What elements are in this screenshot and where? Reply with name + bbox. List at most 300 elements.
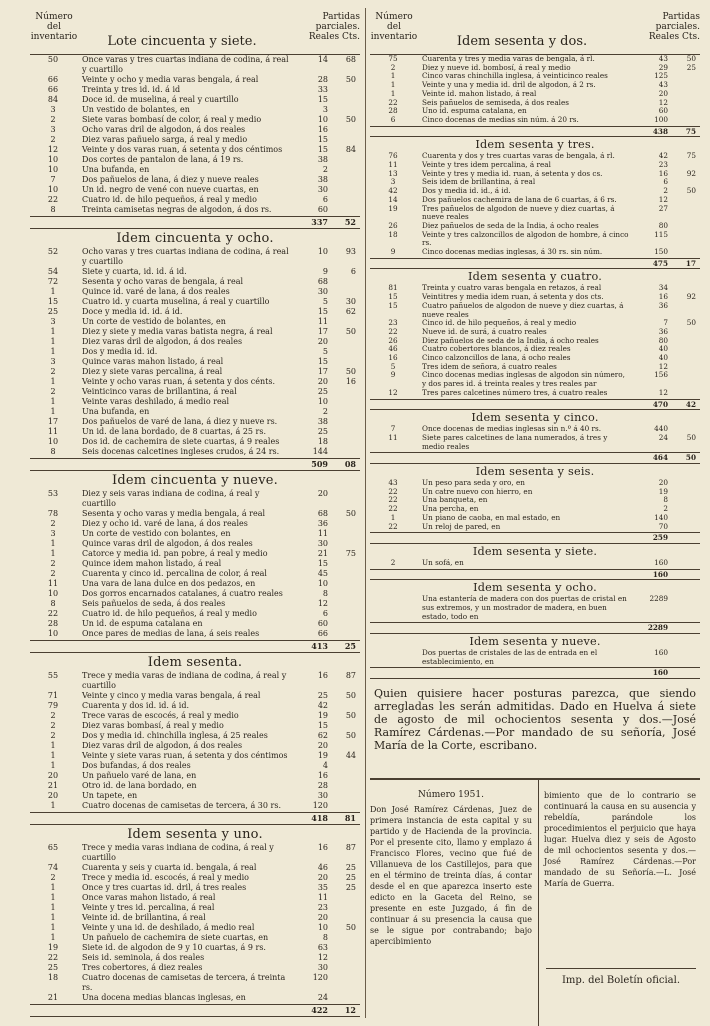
reales-value: 63 xyxy=(317,943,328,952)
item-description: Cuatro docenas de camisetas de tercera, á 30 rs. xyxy=(82,801,282,810)
item-description: Cuatro pañuelos de algodon de nueve y diez cuartas, á nueve reales xyxy=(422,301,624,319)
item-row xyxy=(30,883,360,893)
total-reales: 337 xyxy=(311,217,328,227)
reales-value: 6 xyxy=(322,609,328,618)
item-description: Diez varas pañuelo sarga, á real y medio xyxy=(82,135,248,144)
inventory-number: 1 xyxy=(50,933,56,942)
item-row xyxy=(30,629,360,639)
item-row xyxy=(370,505,700,514)
item-description: Dos cortes de pantalon de lana, á 19 rs. xyxy=(82,155,244,164)
inventory-number: 26 xyxy=(388,220,398,230)
item-row xyxy=(30,963,360,973)
item-row xyxy=(370,434,700,451)
reales-value: 20 xyxy=(317,741,328,750)
item-description: Cinco calzoncillos de lana, á ocho reales xyxy=(422,354,571,363)
inventory-number: 22 xyxy=(388,97,398,107)
inventory-number: 66 xyxy=(47,75,59,84)
reales-value: 15 xyxy=(317,145,328,154)
closing-paragraph: Quien quisiere hacer posturas parezca, que siendo arregladas les serán admitidas. Dado en Huelva á siete de agosto de mil ochocientos sesenta y dos.—José Ramírez Cárdenas.—Por mandado de su señoría, José María de la Corte, escribano. xyxy=(374,686,696,752)
reales-value: 25 xyxy=(317,387,328,396)
item-row xyxy=(370,337,700,346)
item-row xyxy=(30,95,360,105)
inventory-number: 79 xyxy=(47,701,59,710)
reales-value: 6 xyxy=(322,195,328,204)
reales-value: 38 xyxy=(317,155,328,164)
reales-value: 30 xyxy=(317,287,328,296)
item-row xyxy=(370,328,700,337)
right-column xyxy=(370,8,700,752)
item-description: Dos y media id. id., á id. xyxy=(422,187,511,196)
section-total xyxy=(30,812,360,825)
inventory-number: 52 xyxy=(47,247,59,256)
item-row xyxy=(30,863,360,873)
item-row xyxy=(30,337,360,347)
reales-value: 35 xyxy=(317,883,328,892)
imprint: Imp. del Boletín oficial. xyxy=(546,968,696,986)
inventory-number: 3 xyxy=(50,105,56,114)
lot-section xyxy=(370,139,700,269)
lot-section xyxy=(30,655,360,825)
reales-value: 8 xyxy=(322,933,328,942)
item-description: Quince varas dril de algodon, á dos reales xyxy=(82,539,253,548)
cents-value: 16 xyxy=(345,377,356,386)
total-cents xyxy=(668,623,700,632)
reales-value: 45 xyxy=(317,569,328,578)
reales-value: 10 xyxy=(317,579,328,588)
inventory-number: 22 xyxy=(388,326,398,336)
item-row xyxy=(30,105,360,115)
reales-value: 43 xyxy=(658,54,668,63)
item-row xyxy=(370,559,700,568)
reales-value: 33 xyxy=(317,85,328,94)
item-description: Trece y media varas indiana de codina, á real y cuartillo xyxy=(82,843,274,862)
total-cents: 12 xyxy=(344,1005,356,1015)
lot-section xyxy=(30,55,360,229)
lot-section xyxy=(370,466,700,544)
item-row xyxy=(370,205,700,222)
inventory-number: 1 xyxy=(50,377,56,386)
item-description: Un sofá, en xyxy=(422,558,464,567)
item-description: Diez varas dril de algodon, á dos reales xyxy=(82,741,243,750)
item-description: Quince idem mahon listado, á real xyxy=(82,559,222,568)
item-description: Veinte y tres id. percalina, á real xyxy=(82,903,215,912)
item-description: Veinte y tres calzoncillos de algodon de hombre, á cinco rs. xyxy=(422,230,629,248)
inventory-number: 3 xyxy=(50,317,56,326)
item-row xyxy=(370,187,700,196)
section-total xyxy=(370,667,700,678)
item-row xyxy=(30,175,360,185)
reales-value: 24 xyxy=(317,993,328,1002)
reales-value: 440 xyxy=(654,424,668,434)
cents-value: 84 xyxy=(345,145,356,154)
item-row xyxy=(30,993,360,1003)
cents-value: 25 xyxy=(345,863,356,872)
item-row xyxy=(30,509,360,519)
item-description: Una docena medias blancas inglesas, en xyxy=(82,993,246,1002)
inventory-number: 28 xyxy=(388,106,398,116)
item-row xyxy=(370,319,700,328)
column-divider xyxy=(365,8,366,1018)
item-row xyxy=(370,99,700,108)
inventory-number: 17 xyxy=(47,417,59,426)
inventory-number: 12 xyxy=(388,387,398,397)
reales-value: 60 xyxy=(317,205,328,214)
item-description: Dos puertas de cristales de las de entrada en el establecimiento, en xyxy=(422,649,598,666)
cents-value: 92 xyxy=(686,292,696,302)
reales-value: 16 xyxy=(317,771,328,780)
total-reales: 464 xyxy=(652,453,668,463)
inventory-number: 22 xyxy=(388,504,398,514)
inventory-number: 2 xyxy=(50,731,56,740)
item-row xyxy=(370,425,700,434)
item-row xyxy=(370,302,700,319)
reales-value: 5 xyxy=(322,297,328,306)
inventory-number: 1 xyxy=(50,397,56,406)
reales-value: 3 xyxy=(322,105,328,114)
reales-value: 120 xyxy=(312,801,328,810)
item-description: Dos y media id. chinchilla inglesa, á 25 reales xyxy=(82,731,268,740)
item-row xyxy=(370,488,700,497)
section-title: Idem sesenta y tres. xyxy=(475,138,595,152)
item-description: Un corte de vestido con bolantes, en xyxy=(82,529,231,538)
reales-value: 80 xyxy=(658,220,668,230)
reales-value: 15 xyxy=(317,559,328,568)
item-description: Un id. de lana bordado, de 8 cuartas, á 25 rs. xyxy=(82,427,267,436)
section-total xyxy=(30,640,360,653)
item-row xyxy=(30,277,360,287)
item-row xyxy=(370,389,700,398)
inventory-number: 66 xyxy=(47,85,59,94)
cents-value: 50 xyxy=(686,186,696,196)
reales-value: 10 xyxy=(317,115,328,124)
item-row xyxy=(30,721,360,731)
item-description: Trece y media id. escocés, á real y medio xyxy=(82,873,249,882)
reales-value: 38 xyxy=(317,417,328,426)
item-description: Seis docenas calcetines ingleses crudos, á 24 rs. xyxy=(82,447,280,456)
item-description: Otro id. de lana bordado, en xyxy=(82,781,197,790)
cents-value: 75 xyxy=(345,549,356,558)
reales-value: 15 xyxy=(317,95,328,104)
lot-title: Idem sesenta y dos. xyxy=(456,34,588,49)
inventory-number: 23 xyxy=(388,318,398,328)
inventory-number: 15 xyxy=(388,300,398,310)
total-cents: 25 xyxy=(344,641,356,651)
item-description: Cuatro id. de hilo pequeños, á real y medio xyxy=(82,609,257,618)
lot-section xyxy=(370,546,700,580)
section-total xyxy=(370,399,700,410)
item-description: Una vara de lana dulce en dos pedazos, en xyxy=(82,579,256,588)
item-row xyxy=(30,297,360,307)
reales-value: 15 xyxy=(317,721,328,730)
section-title: Idem cincuenta y ocho. xyxy=(116,231,274,246)
inventory-number: 1 xyxy=(50,923,56,932)
item-description: Veinte varas deshilado, á medio real xyxy=(82,397,230,406)
item-description: Dos pañuelos cachemira de lana de 6 cuartas, á 6 rs. xyxy=(422,195,617,204)
item-row xyxy=(30,519,360,529)
item-row xyxy=(30,619,360,629)
inventory-number: 1 xyxy=(50,539,56,548)
cents-value: 50 xyxy=(345,115,356,124)
reales-value: 20 xyxy=(317,873,328,882)
inventory-number: 1 xyxy=(390,88,396,98)
item-row xyxy=(30,347,360,357)
inventory-number: 72 xyxy=(47,277,59,286)
reales-value: 100 xyxy=(654,114,668,124)
item-description: Once varas y tres cuartas indiana de codina, á real y cuartillo xyxy=(82,55,289,74)
reales-value: 25 xyxy=(317,691,328,700)
item-row xyxy=(30,397,360,407)
inventory-number: 2 xyxy=(390,62,396,72)
item-description: Una bufanda, en xyxy=(82,165,150,174)
reales-value: 15 xyxy=(317,135,328,144)
item-row xyxy=(30,115,360,125)
item-description: Veinte y tres y media id. ruan, á setenta y dos cs. xyxy=(422,169,603,178)
item-description: Cuatro id. y cuarta muselina, á real y cuartillo xyxy=(82,297,270,306)
reales-value: 66 xyxy=(317,629,328,638)
item-description: Veinte id. de brillantina, á real xyxy=(82,913,206,922)
reales-value: 40 xyxy=(658,353,668,363)
cents-value: 50 xyxy=(345,509,356,518)
lot-section xyxy=(370,271,700,410)
item-row xyxy=(30,731,360,741)
inventory-number: 16 xyxy=(388,353,398,363)
cents-value: 30 xyxy=(345,297,356,306)
inventory-number: 65 xyxy=(47,843,59,852)
reales-value: 10 xyxy=(317,923,328,932)
inventory-number: 10 xyxy=(47,185,59,194)
cents-value: 50 xyxy=(345,75,356,84)
item-row xyxy=(370,90,700,99)
item-row xyxy=(30,417,360,427)
item-description: Once pares de medias de lana, á seis reales xyxy=(82,629,260,638)
item-description: Cinco id. de hilo pequeños, á real y medio xyxy=(422,319,577,328)
item-description: Nueve id. de surá, á cuatro reales xyxy=(422,327,547,336)
reales-value: 10 xyxy=(317,247,328,256)
reales-value: 16 xyxy=(317,671,328,680)
inventory-number: 2 xyxy=(390,557,396,567)
item-row xyxy=(30,55,360,75)
item-row xyxy=(30,943,360,953)
total-cents: 17 xyxy=(685,258,696,268)
inventory-number: 1 xyxy=(390,71,396,81)
total-reales: 2289 xyxy=(647,623,668,633)
item-description: Diez y seis varas indiana de codina, á real y cuartillo xyxy=(82,489,260,508)
item-row xyxy=(370,55,700,64)
left-column-header xyxy=(30,8,360,55)
section-title: Idem sesenta y cuatro. xyxy=(467,270,603,284)
item-row xyxy=(30,701,360,711)
inventory-number: 22 xyxy=(388,521,398,531)
inventory-number: 1 xyxy=(50,801,56,810)
item-row xyxy=(30,761,360,771)
item-row xyxy=(370,161,700,170)
item-row xyxy=(370,81,700,90)
item-description: Cinco docenas de medias sin núm. á 20 rs. xyxy=(422,115,579,124)
item-row xyxy=(30,691,360,701)
item-description: Una estantería de madera con dos puertas de cristal en sus extremos, y un mostrador de madera, en buen estado, todo en xyxy=(422,595,627,621)
reales-value: 120 xyxy=(312,973,328,982)
left-column xyxy=(30,8,360,1018)
item-row xyxy=(30,437,360,447)
item-row xyxy=(30,247,360,267)
total-reales: 259 xyxy=(652,533,668,543)
inventory-number: 1 xyxy=(390,512,396,522)
item-row xyxy=(370,345,700,354)
inventory-number: 78 xyxy=(47,509,59,518)
inventory-number: 22 xyxy=(47,953,59,962)
reales-value: 160 xyxy=(654,648,668,658)
reales-value: 23 xyxy=(658,160,668,169)
cents-value: 75 xyxy=(686,151,696,161)
item-description: Siete y cuarta, id. id. á id. xyxy=(82,267,187,276)
reales-value: 12 xyxy=(658,194,668,204)
total-cents: 75 xyxy=(685,126,696,136)
reales-value: 28 xyxy=(317,781,328,790)
item-row xyxy=(370,479,700,488)
reales-value: 20 xyxy=(658,478,668,487)
item-description: Seis idem de brillantina, á real xyxy=(422,178,536,187)
cents-value: 25 xyxy=(686,62,696,72)
item-row xyxy=(30,267,360,277)
inventory-number: 53 xyxy=(47,489,59,498)
item-description: Un pañuelo de cachemira de siete cuartas, en xyxy=(82,933,269,942)
section-title: Idem sesenta y nueve. xyxy=(469,634,601,648)
inventory-number: 11 xyxy=(47,427,59,436)
item-description: Cinco docenas medias inglesas de algodon sin número, y dos pares id. á treinta reales y tres reales par xyxy=(422,371,625,389)
item-description: Veinte y ocho y media varas bengala, á real xyxy=(82,75,259,84)
item-description: Veinte y siete varas ruan, á setenta y dos céntimos xyxy=(82,751,288,760)
section-total xyxy=(370,258,700,269)
item-description: Catorce y media id. pan pobre, á real y medio xyxy=(82,549,268,558)
cents-value: 50 xyxy=(686,318,696,328)
item-description: Tres pares calcetines número tres, á cuatro reales xyxy=(422,388,608,397)
inventory-number: 3 xyxy=(390,177,396,187)
item-description: Trece varas de escocés, á real y medio xyxy=(82,711,239,720)
item-row xyxy=(30,791,360,801)
item-row xyxy=(30,893,360,903)
cents-value: 50 xyxy=(345,327,356,336)
item-description: Quince varas mahon listado, á real xyxy=(82,357,224,366)
item-row xyxy=(30,427,360,437)
inventory-number: 3 xyxy=(50,125,56,134)
reales-value: 19 xyxy=(317,751,328,760)
item-description: Treinta y cuatro varas bengala en retazos, á real xyxy=(422,284,602,293)
reales-value: 11 xyxy=(317,529,328,538)
inventory-number: 21 xyxy=(47,993,59,1002)
item-description: Veinte y ocho varas ruan, á setenta y dos cénts. xyxy=(82,377,276,386)
item-description: Doce y media id. id. á id. xyxy=(82,307,183,316)
reales-value: 20 xyxy=(317,377,328,386)
inventory-number: 71 xyxy=(47,691,59,700)
item-description: Diez y siete y media varas batista negra, á real xyxy=(82,327,273,336)
reales-value: 20 xyxy=(658,88,668,98)
total-cents: 52 xyxy=(344,217,356,227)
reales-value: 20 xyxy=(317,913,328,922)
total-reales: 470 xyxy=(652,399,668,409)
lot-section xyxy=(370,582,700,634)
item-description: Un tapete, en xyxy=(82,791,138,800)
inventory-number: 26 xyxy=(388,335,398,345)
item-row xyxy=(30,185,360,195)
reales-value: 25 xyxy=(317,427,328,436)
item-description: Treinta y tres id. id. á id xyxy=(82,85,181,94)
total-cents xyxy=(668,533,700,542)
inventory-number: 2 xyxy=(50,569,56,578)
item-row xyxy=(30,377,360,387)
reales-value: 62 xyxy=(317,731,328,740)
inventory-number: 21 xyxy=(47,781,59,790)
reales-value: 10 xyxy=(317,397,328,406)
inventory-number: 7 xyxy=(390,424,396,434)
item-row xyxy=(30,165,360,175)
inventory-number: 14 xyxy=(388,194,398,204)
item-description: Once docenas de medias inglesas sin n.º á 40 rs. xyxy=(422,425,602,434)
reales-value: 27 xyxy=(658,203,668,213)
item-row xyxy=(30,145,360,155)
reales-value: 28 xyxy=(317,75,328,84)
reales-value: 140 xyxy=(654,512,668,522)
reales-value: 68 xyxy=(317,509,328,518)
inventory-number: 15 xyxy=(388,292,398,302)
item-row xyxy=(370,116,700,125)
item-description: Cuarenta y tres y media varas de bengala, á rl. xyxy=(422,55,595,63)
reales-value: 11 xyxy=(317,893,328,902)
inventory-number: 10 xyxy=(47,155,59,164)
inventory-number: 1 xyxy=(50,913,56,922)
inventory-number: 9 xyxy=(390,247,396,257)
total-cents: 08 xyxy=(344,459,356,469)
inventory-number: 10 xyxy=(47,437,59,446)
inventory-number: 25 xyxy=(47,307,59,316)
reales-value: 30 xyxy=(317,791,328,800)
inventory-number: 11 xyxy=(388,432,398,442)
reales-value: 12 xyxy=(317,953,328,962)
item-row xyxy=(370,523,700,532)
reales-value: 15 xyxy=(317,357,328,366)
item-description: Once varas mahon listado, á real xyxy=(82,893,216,902)
item-row xyxy=(30,307,360,317)
item-description: Siete varas bombasí de color, á real y medio xyxy=(82,115,262,124)
inventory-number: 10 xyxy=(47,589,59,598)
inventory-number: 1 xyxy=(390,80,396,90)
item-description: Diez pañuelos de seda de la India, á ocho reales xyxy=(422,336,599,345)
reales-value: 156 xyxy=(654,370,668,380)
reales-value: 150 xyxy=(654,247,668,257)
reales-value: 8 xyxy=(663,495,668,505)
reales-value: 12 xyxy=(658,387,668,397)
notice-divider xyxy=(538,780,539,1026)
item-description: Tres cobertores, á diez reales xyxy=(82,963,203,972)
inventory-number: 11 xyxy=(47,579,59,588)
inventory-number: 10 xyxy=(47,629,59,638)
item-row xyxy=(30,843,360,863)
item-description: Tres pañuelos de algodon de nueve y diez cuartas, á nueve reales xyxy=(422,204,615,222)
reales-value: 43 xyxy=(658,80,668,90)
reales-value: 16 xyxy=(317,843,328,852)
item-row xyxy=(370,363,700,372)
item-description: Una banqueta, en xyxy=(422,496,488,505)
reales-value: 68 xyxy=(317,277,328,286)
inventory-number: 7 xyxy=(50,175,56,184)
reales-value: 40 xyxy=(658,344,668,354)
inventory-number-header: Número del inventario xyxy=(370,12,418,42)
reales-value: 21 xyxy=(317,549,328,558)
item-description: Diez y ocho id. varé de lana, á dos reales xyxy=(82,519,248,528)
inventory-number: 22 xyxy=(47,195,59,204)
inventory-number: 1 xyxy=(50,893,56,902)
lot-section xyxy=(30,827,360,1017)
inventory-number: 1 xyxy=(50,407,56,416)
